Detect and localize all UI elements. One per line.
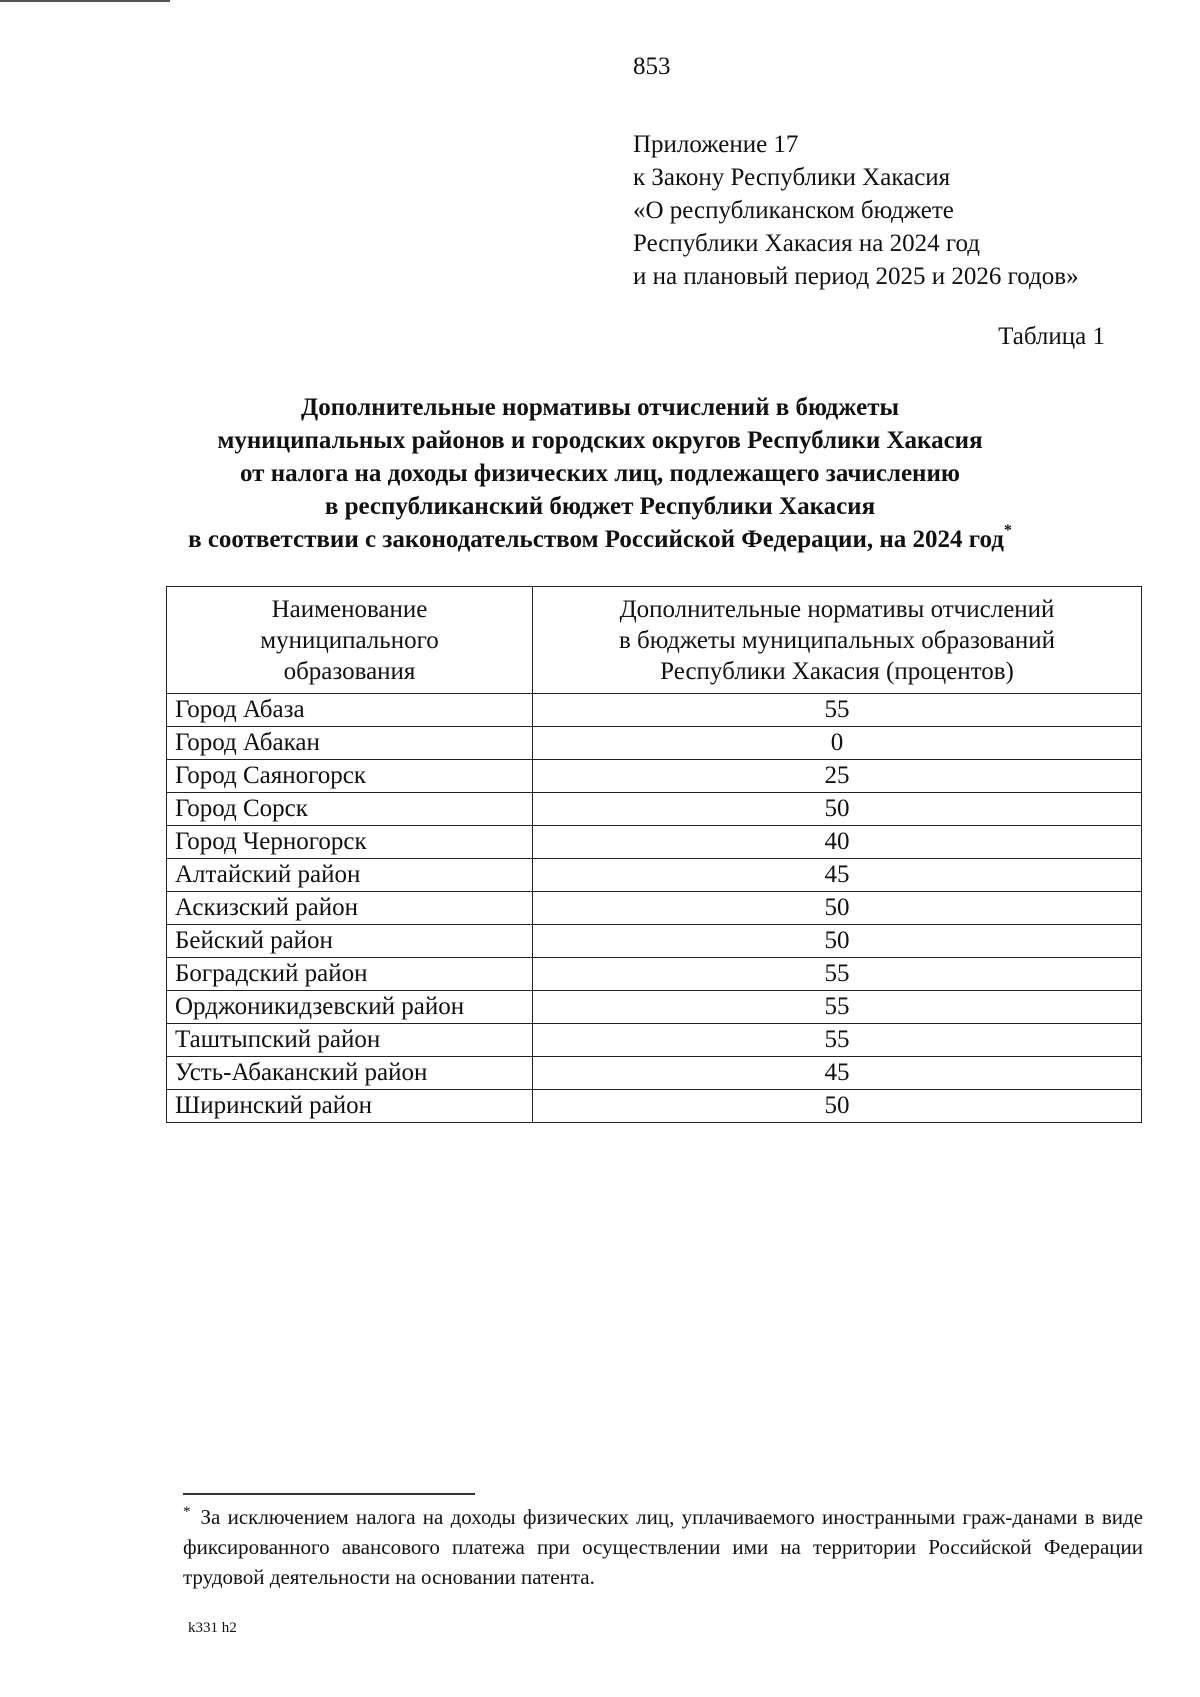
title-line: в соответствии с законодательством Российской Федерации, на 2024 год [188,526,1004,553]
title-footnote-mark: * [1003,522,1012,539]
header-text: Дополнительные нормативы отчислений [619,595,1055,623]
table-row [167,1024,1142,1057]
norm-value: 50 [533,1090,1142,1123]
header-norms [533,587,1142,694]
municipality-name: Город Саяногорск [167,760,533,793]
title-line: муниципальных районов и городских округов Республики Хакасия [217,427,983,454]
table-row [167,859,1142,892]
table-row [167,892,1142,925]
appendix-block [633,128,1153,293]
scan-edge-mark [0,0,170,2]
norm-value: 45 [533,859,1142,892]
table-row [167,793,1142,826]
title-line-last [100,523,1100,556]
municipality-name: Таштыпский район [167,1024,533,1057]
appendix-line: к Закону Республики Хакасия [633,164,951,191]
norm-value: 50 [533,892,1142,925]
municipality-name: Город Черногорск [167,826,533,859]
table-row [167,991,1142,1024]
table-row [167,1090,1142,1123]
municipality-name: Орджоникидзевский район [167,991,533,1024]
title-line: от налога на доходы физических лиц, подлежащего зачислению [240,460,960,487]
municipality-name: Усть-Абаканский район [167,1057,533,1090]
norm-value: 55 [533,694,1142,727]
municipality-name: Ширинский район [167,1090,533,1123]
norm-value: 40 [533,826,1142,859]
appendix-line: «О республиканском бюджете [633,197,954,224]
table-row [167,760,1142,793]
municipality-name: Город Абакан [167,727,533,760]
header-text: Наименование [271,595,428,623]
norm-value: 50 [533,925,1142,958]
table-row [167,727,1142,760]
norms-table [166,586,1142,1123]
header-text: Республики Хакасия (процентов) [660,657,1014,685]
table-row [167,1057,1142,1090]
municipality-name: Город Сорск [167,793,533,826]
table-row [167,925,1142,958]
table-row [167,826,1142,859]
appendix-line: Приложение 17 [633,131,799,158]
norm-value: 55 [533,958,1142,991]
norm-value: 55 [533,991,1142,1024]
norm-value: 55 [533,1024,1142,1057]
municipality-name: Город Абаза [167,694,533,727]
document-title [100,391,1100,556]
norm-value: 0 [533,727,1142,760]
table-row [167,694,1142,727]
footnote-text: За исключением налога на доходы физических лиц, уплачиваемого иностранными граж-данами в виде фиксированного авансового платежа при осуществлении ими на территории Российской Федерации трудовой деятельности на основании патента. [183,1505,1143,1589]
appendix-line: и на плановый период 2025 и 2026 годов» [633,263,1079,290]
table-row [167,958,1142,991]
municipality-name: Алтайский район [167,859,533,892]
footnote-divider [183,1493,475,1495]
title-line: в республиканский бюджет Республики Хакасия [324,493,876,520]
title-line: Дополнительные нормативы отчислений в бюджеты [301,394,899,421]
municipality-name: Аскизский район [167,892,533,925]
header-municipality [167,587,533,694]
page-number: 853 [633,53,671,80]
document-code: k331 h2 [188,1620,237,1636]
footnote [183,1502,1143,1592]
appendix-line: Республики Хакасия на 2024 год [633,230,981,257]
header-text: муниципального [260,626,439,654]
norm-value: 25 [533,760,1142,793]
table-label: Таблица 1 [998,323,1105,350]
table-header-row [167,587,1142,694]
norm-value: 45 [533,1057,1142,1090]
norm-value: 50 [533,793,1142,826]
municipality-name: Боградский район [167,958,533,991]
header-text: образования [283,657,416,685]
municipality-name: Бейский район [167,925,533,958]
footnote-marker: * [183,1504,191,1520]
header-text: в бюджеты муниципальных образований [619,626,1055,654]
